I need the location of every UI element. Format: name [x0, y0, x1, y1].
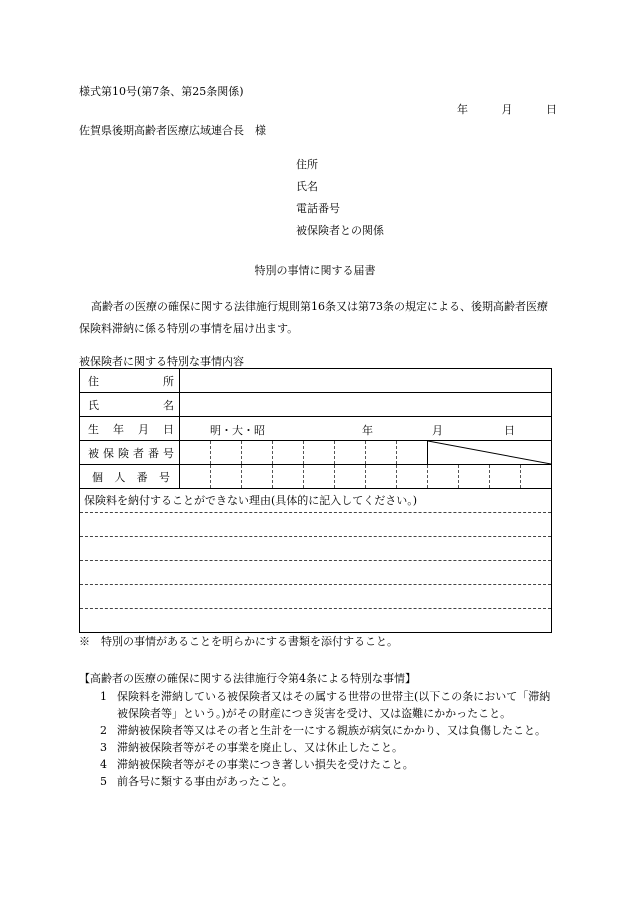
date-line [457, 101, 557, 117]
appendix-title: 【高齢者の医療の確保に関する法律施行令第4条による特別な事情】 [79, 672, 416, 685]
address-label: 住 所 [88, 374, 174, 388]
birth-month-label: 月 [432, 424, 443, 437]
list-item: 4 滞納被保険者等がその事業につき著しい損失を受けたこと。 [100, 758, 414, 771]
personal-number-row [80, 465, 552, 489]
digit-cell[interactable] [335, 441, 366, 464]
digit-cell[interactable] [490, 465, 521, 488]
digit-cell[interactable] [304, 465, 335, 488]
birthdate-label: 生 年 月 日 [88, 422, 174, 436]
reason-field[interactable] [80, 489, 552, 633]
reason-line[interactable] [80, 585, 551, 609]
birth-day-label: 日 [504, 424, 515, 437]
era-options[interactable]: 明・大・昭 [210, 424, 265, 437]
digit-cell[interactable] [180, 441, 211, 464]
reason-line[interactable] [80, 513, 551, 537]
reason-line[interactable] [80, 609, 551, 632]
unused-cell [428, 441, 551, 464]
birth-year-label: 年 [362, 424, 373, 437]
digit-cell[interactable] [397, 441, 428, 464]
digit-cell[interactable] [366, 441, 397, 464]
applicant-phone-label: 電話番号 [296, 202, 340, 215]
digit-cell[interactable] [397, 465, 428, 488]
list-item: 5 前各号に類する事由があったこと。 [100, 775, 293, 788]
reason-label: 保険料を納付することができない理由(具体的に記入してください。) [80, 489, 551, 513]
digit-cell[interactable] [211, 441, 242, 464]
insured-details-table [79, 368, 552, 633]
insured-number-label: 被 保 険 者 番 号 [88, 446, 174, 460]
digit-cell[interactable] [211, 465, 242, 488]
digit-cell[interactable] [180, 465, 211, 488]
name-row [80, 393, 552, 417]
digit-cell[interactable] [459, 465, 490, 488]
digit-cell[interactable] [242, 441, 273, 464]
applicant-address-label: 住所 [296, 158, 318, 171]
digit-cell[interactable] [273, 465, 304, 488]
name-field[interactable] [180, 393, 552, 417]
list-item: 2 滞納被保険者等又はその者と生計を一にする親族が病気にかかり、又は負傷したこと。 [100, 724, 546, 737]
insured-number-row [80, 441, 552, 465]
digit-cell[interactable] [335, 465, 366, 488]
digit-cell[interactable] [521, 465, 551, 488]
date-year: 年 [457, 103, 468, 116]
list-item: 3 滞納被保険者等がその事業を廃止し、又は休止したこと。 [100, 741, 403, 754]
digit-cell[interactable] [366, 465, 397, 488]
date-day: 日 [546, 103, 557, 116]
applicant-relation-label: 被保険者との関係 [296, 224, 384, 237]
intro-paragraph: 高齢者の医療の確保に関する法律施行規則第16条又は第73条の規定による、後期高齢者医療保険料滞納に係る特別の事情を届け出ます。 [79, 300, 548, 335]
personal-number-label: 個 人 番 号 [92, 470, 170, 484]
insured-number-field[interactable] [180, 441, 552, 465]
reason-line[interactable] [80, 537, 551, 561]
date-month: 月 [501, 103, 513, 116]
diagonal-strike [428, 441, 551, 464]
reason-row [80, 489, 552, 633]
document-title: 特別の事情に関する届書 [254, 264, 376, 277]
name-label: 氏 名 [88, 398, 174, 412]
list-item: 1 保険料を滞納している被保険者又はその属する世帯の世帯主(以下この条において「滞納被保険者等」という。)がその財産につき災害を受け、又は盗難にかかったこと。 [100, 690, 551, 720]
birthdate-row [80, 417, 552, 441]
address-field[interactable] [180, 369, 552, 393]
addressee: 佐賀県後期高齢者医療広域連合長 様 [79, 124, 266, 137]
birthdate-field[interactable] [180, 417, 552, 441]
digit-cell[interactable] [428, 465, 459, 488]
attachment-note: ※ 特別の事情があることを明らかにする書類を添付すること。 [79, 635, 398, 648]
section-label: 被保険者に関する特別な事情内容 [79, 355, 244, 368]
digit-cell[interactable] [242, 465, 273, 488]
appendix-list [79, 688, 557, 790]
form-number: 様式第10号(第7条、第25条関係) [79, 85, 244, 98]
digit-cell[interactable] [273, 441, 304, 464]
reason-line[interactable] [80, 561, 551, 585]
address-row [80, 369, 552, 393]
applicant-name-label: 氏名 [296, 180, 318, 193]
personal-number-field[interactable] [180, 465, 552, 489]
applicant-block [296, 158, 384, 246]
digit-cell[interactable] [304, 441, 335, 464]
